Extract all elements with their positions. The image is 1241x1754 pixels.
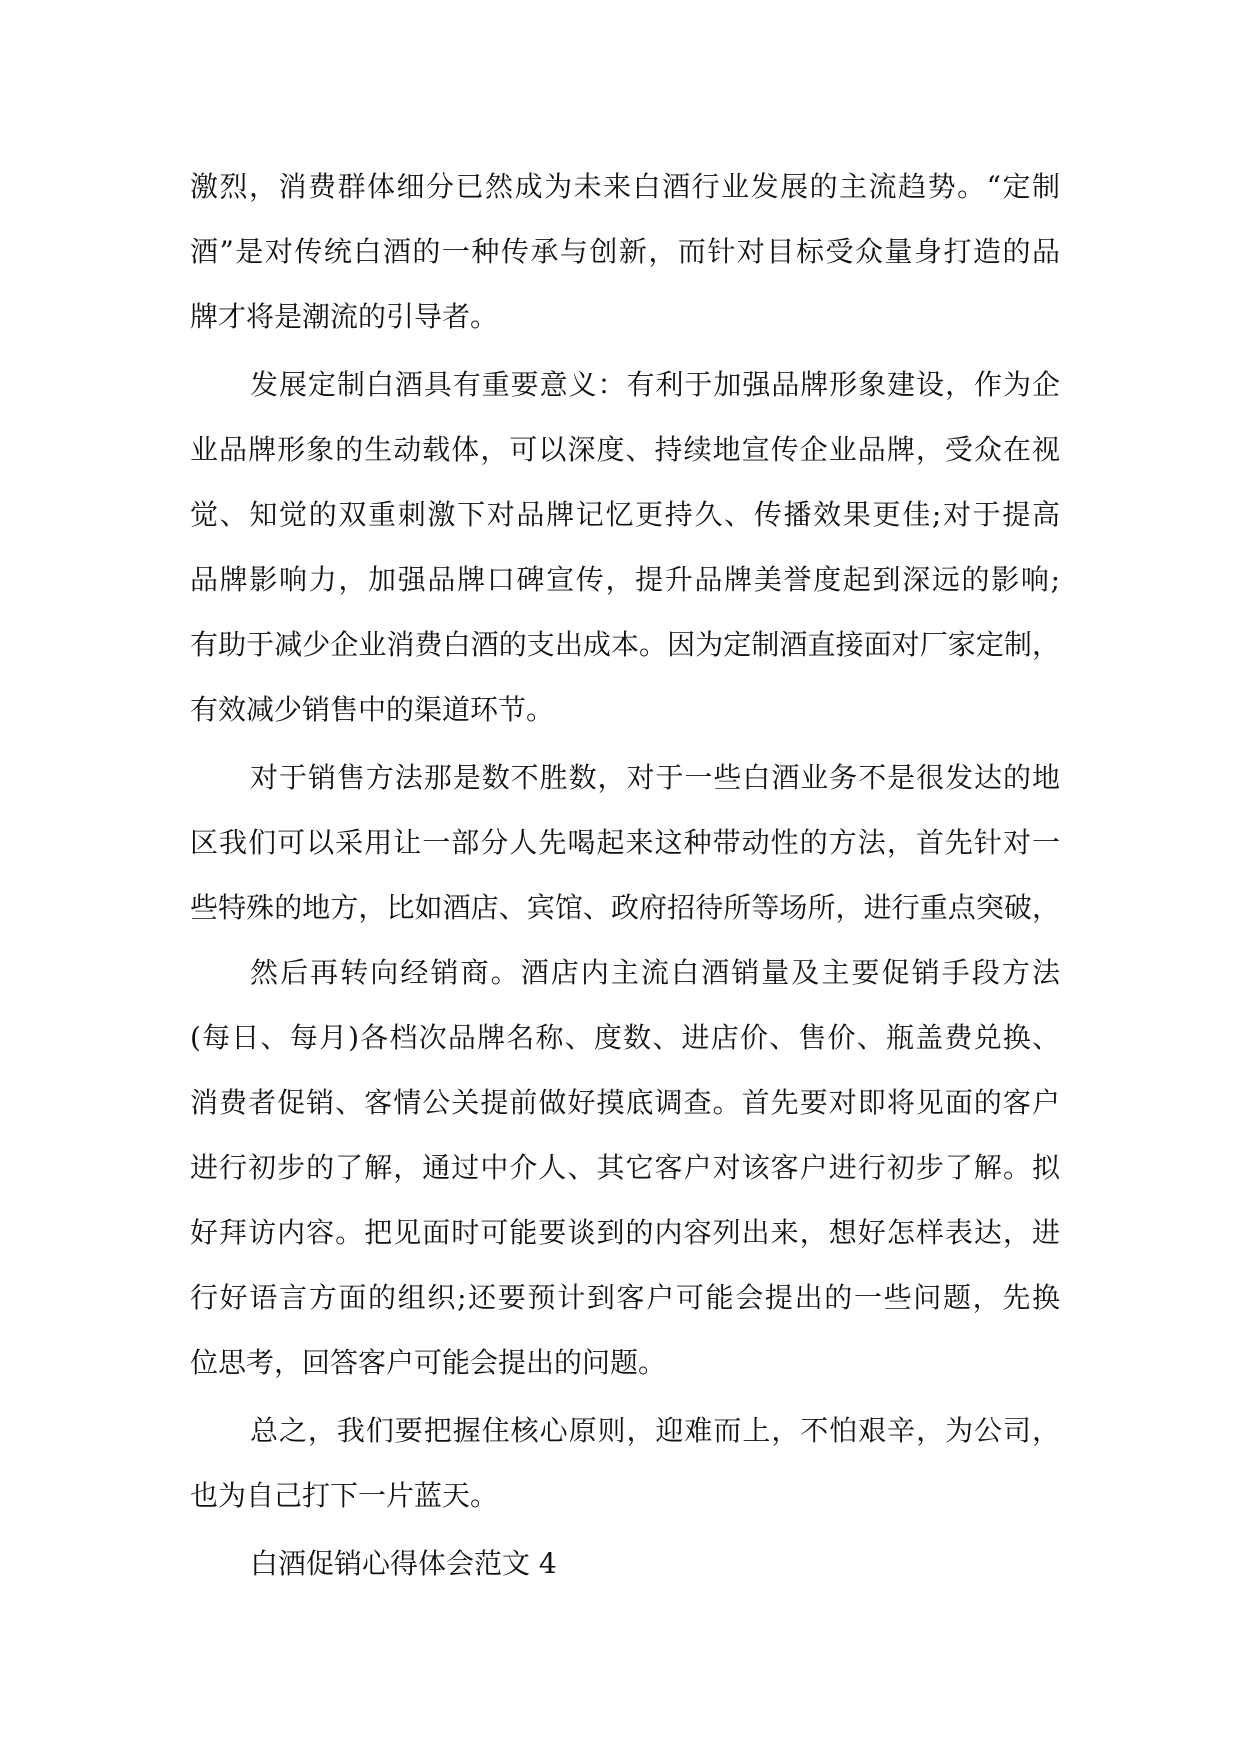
paragraph-line: 牌才将是潮流的引导者。 <box>190 300 499 333</box>
paragraph <box>190 352 1060 742</box>
paragraph-line: 酒”是对传统白酒的一种传承与创新，而针对目标受众量身打造的品 <box>190 235 1060 268</box>
paragraph-line: 位思考，回答客户可能会提出的问题。 <box>190 1346 667 1379</box>
paragraph-line: 有效减少销售中的渠道环节。 <box>190 693 555 726</box>
paragraph-line: 好拜访内容。把见面时可能要谈到的内容列出来，想好怎样表达，进 <box>190 1216 1060 1249</box>
paragraph-line: 也为自己打下一片蓝天。 <box>190 1479 499 1512</box>
paragraph-line: 发展定制白酒具有重要意义：有利于加强品牌形象建设，作为企 <box>250 368 1060 401</box>
paragraph-line: 消费者促销、客情公关提前做好摸底调查。首先要对即将见面的客户 <box>190 1086 1060 1119</box>
paragraph-line: (每日、每月)各档次品牌名称、度数、进店价、售价、瓶盖费兑换、 <box>190 1021 1060 1054</box>
paragraph-line: 些特殊的地方，比如酒店、宾馆、政府招待所等场所，进行重点突破， <box>190 891 1060 924</box>
paragraph <box>190 154 1060 349</box>
paragraph-line: 业品牌形象的生动载体，可以深度、持续地宣传企业品牌，受众在视 <box>190 433 1060 466</box>
paragraph <box>190 940 1060 1395</box>
section-heading: 白酒促销心得体会范文 4 <box>250 1547 557 1580</box>
paragraph-line: 行好语言方面的组织;还要预计到客户可能会提出的一些问题，先换 <box>190 1281 1060 1314</box>
paragraph-line: 对于销售方法那是数不胜数，对于一些白酒业务不是很发达的地 <box>250 761 1060 794</box>
paragraph-line: 有助于减少企业消费白酒的支出成本。因为定制酒直接面对厂家定制， <box>190 628 1060 661</box>
paragraph-line: 区我们可以采用让一部分人先喝起来这种带动性的方法，首先针对一 <box>190 826 1060 859</box>
paragraph <box>190 1398 1060 1528</box>
paragraph-line: 然后再转向经销商。酒店内主流白酒销量及主要促销手段方法 <box>250 956 1060 989</box>
paragraph-line: 觉、知觉的双重刺激下对品牌记忆更持久、传播效果更佳;对于提高 <box>190 498 1060 531</box>
paragraph-line: 进行初步的了解，通过中介人、其它客户对该客户进行初步了解。拟 <box>190 1151 1060 1184</box>
paragraph-line: 总之，我们要把握住核心原则，迎难而上，不怕艰辛，为公司， <box>250 1414 1060 1447</box>
paragraph-line: 激烈，消费群体细分已然成为未来白酒行业发展的主流趋势。“定制 <box>190 170 1060 203</box>
paragraph <box>190 745 1060 940</box>
paragraph-line: 品牌影响力，加强品牌口碑宣传，提升品牌美誉度起到深远的影响; <box>190 563 1060 596</box>
document-body <box>190 154 1060 1596</box>
